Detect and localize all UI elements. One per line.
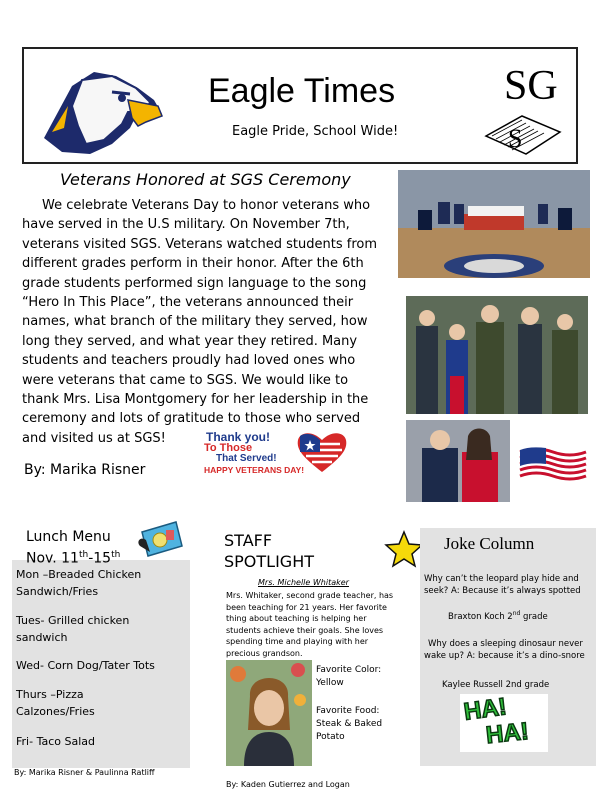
newsletter-subtitle: Eagle Pride, School Wide! xyxy=(232,124,399,139)
joke-2: Why does a sleeping dinosaur never wake up? A: because it’s a dino-snore xyxy=(424,639,585,661)
sg-logo-text: SG xyxy=(504,63,558,109)
banner-line-2: To Those xyxy=(204,442,253,454)
gym-group-photo xyxy=(398,170,590,278)
gym-scene-illustration xyxy=(398,170,590,278)
veterans-byline: By: Marika Risner xyxy=(24,462,146,478)
teacher-photo xyxy=(226,660,312,766)
joke-1-credit xyxy=(448,610,548,622)
staff-bio: Mrs. Whitaker, second grade teacher, has been teaching for 21 years. Her favorite thing about teaching is helping her students achieve their goals. She loves spending time and playing with her precious grandson. xyxy=(226,591,394,658)
veterans-headline: Veterans Honored at SGS Ceremony xyxy=(60,170,351,189)
lunch-title xyxy=(26,528,120,568)
banner-line-3: That Served! xyxy=(216,453,277,464)
haha-image xyxy=(460,694,548,752)
joke-title: Joke Column xyxy=(444,534,535,553)
teacher-portrait-illustration xyxy=(226,660,312,766)
joke-2-credit: Kaylee Russell 2nd grade xyxy=(442,680,550,690)
staff-name: Mrs. Michelle Whitaker xyxy=(258,578,349,587)
lunch-item-tues: Tues- Grilled chicken sandwich xyxy=(16,614,130,644)
staff-title-line1: STAFF xyxy=(224,531,273,550)
haha-line-1: HA! xyxy=(462,693,509,726)
staff-byline: By: Kaden Gutierrez and Logan xyxy=(226,780,350,789)
staff-favorite-color: Favorite Color: Yellow xyxy=(316,665,382,688)
haha-line-2: HA! xyxy=(484,717,530,750)
lunch-date-sup2: th xyxy=(111,550,121,560)
lunch-item-mon: Mon –Breaded Chicken Sandwich/Fries xyxy=(16,568,142,598)
lunch-date-start: Nov. 11 xyxy=(26,550,79,567)
joke-1-credit-tail: grade xyxy=(520,611,548,622)
us-flag-image xyxy=(518,444,588,484)
lunch-date-end: -15 xyxy=(88,550,112,567)
veterans-students-photo xyxy=(406,296,588,414)
joke-1-credit-sup: nd xyxy=(512,610,521,617)
veteran-couple-photo xyxy=(406,420,510,502)
newspaper-icon xyxy=(482,110,564,158)
lunch-item-fri: Fri- Taco Salad xyxy=(16,735,95,748)
newsletter-title: Eagle Times xyxy=(208,72,396,110)
couple-scene-illustration xyxy=(406,420,510,502)
eagle-logo-icon xyxy=(42,66,164,156)
lunch-title-line1: Lunch Menu xyxy=(26,529,111,545)
lunch-title-line2 xyxy=(26,546,120,568)
banner-line-4: HAPPY VETERANS DAY! xyxy=(204,465,305,475)
staff-title-line2: SPOTLIGHT xyxy=(224,552,315,571)
lunch-date-sup1: th xyxy=(78,550,89,560)
joke-1-credit-name: Braxton Koch 2 xyxy=(448,611,513,622)
staff-title xyxy=(224,530,314,572)
us-flag-icon xyxy=(518,444,588,484)
star-icon xyxy=(384,530,424,568)
veterans-day-banner xyxy=(202,430,352,476)
banner-line-1: Thank you! xyxy=(206,430,271,444)
sg-logo-letter: S xyxy=(508,124,523,153)
veterans-body: We celebrate Veterans Day to honor veterans who have served in the U.S military. On November 7th, veterans visited SGS. Veterans watched students from different grades perform in their honor. After the 6th grade students performed sign language to the song “Hero In This Place”, the veterans announced their names, what branch of the military they served, how long they served, and what year they retired. Many students and teachers proudly had loved ones who were veterans that came to SGS. We would like to thank Mrs. Lisa Montgomery for her leadership in the ceremony and lots of gratitude to those who served and visited us at SGS! xyxy=(22,198,378,446)
lunch-tray-icon xyxy=(136,518,186,560)
staff-favorite-food: Favorite Food: Steak & Baked Potato xyxy=(316,706,383,742)
lunch-item-wed: Wed- Corn Dog/Tater Tots xyxy=(16,659,155,672)
joke-1: Why can’t the leopard play hide and seek? A: Because it’s always spotted xyxy=(424,574,581,596)
lunch-byline: By: Marika Risner & Paulinna Ratliff xyxy=(14,768,155,777)
veterans-scene-illustration xyxy=(406,296,588,414)
lunch-item-thurs: Thurs –Pizza Calzones/Fries xyxy=(16,688,95,718)
